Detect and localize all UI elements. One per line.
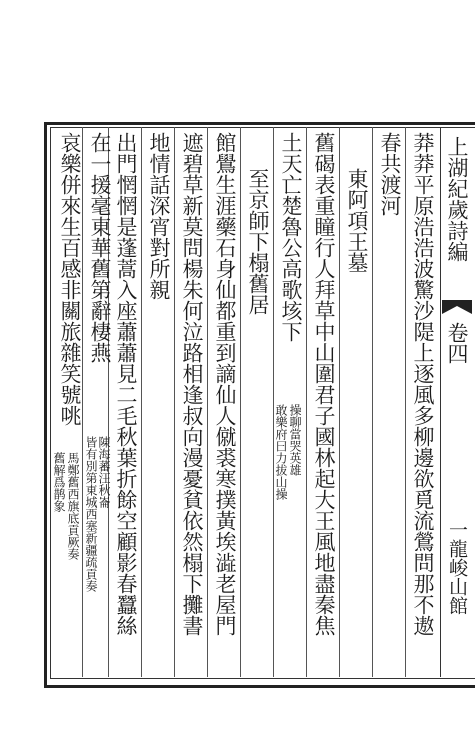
poem-title: 至京師下榻舊居	[246, 168, 270, 315]
book-title: 上湖紀歲詩編	[445, 136, 469, 262]
text-column: 館鷽生涯藥石身仙都重到謫仙人僦裘寒撲黃埃澁老屋門	[213, 132, 237, 636]
column-rule	[174, 127, 175, 677]
annotation: 舊解爲鹊象	[52, 452, 66, 512]
text-column: 地情話深宵對所親	[147, 132, 171, 300]
column-rule	[372, 127, 373, 677]
column-rule	[273, 127, 274, 677]
poem-title: 東阿項王墓	[345, 168, 369, 273]
text-column: 在一援毫東華舊第辭棲燕	[88, 132, 112, 363]
text-column: 哀樂併來生百感非關旅雜笑號咷	[58, 132, 82, 426]
volume-label: 卷四	[445, 322, 469, 364]
text-column: 遮碧草新莫問楊朱何泣路相逢叔向漫憂貧依然榻下攤書	[180, 132, 204, 636]
text-column: 莽莽平原浩浩波驚沙隄上逐風多柳邊欲覓流鶯問那不遨	[411, 132, 435, 636]
column-rule	[306, 127, 307, 677]
column-rule	[339, 127, 340, 677]
annotation: 皆有別第東城西塞新疆疏貢奏	[84, 436, 98, 592]
text-column: 土天亡楚魯公高歌垓下	[279, 132, 303, 342]
annotation: 敢樂府曰力拔山操	[274, 404, 288, 500]
annotation: 操聊當哭英雄	[288, 404, 302, 476]
column-rule	[405, 127, 406, 677]
column-rule	[207, 127, 208, 677]
text-column: 舊碣表重瞳行人拜草中山圍君子國林起大王風地盡秦焦	[312, 132, 336, 636]
banner-footer: 一龍峻山館	[446, 520, 468, 615]
text-column: 出門惘惘是蓬蒿入座蕭蕭見二毛秋葉折餘空顧影春蠶絲	[114, 132, 138, 636]
annotation: 陳海蕃汪秋崙	[97, 436, 111, 508]
column-rule	[141, 127, 142, 677]
annotation: 馬鄭舊西旗底貢厥奏	[66, 452, 80, 560]
fish-tail-mark-icon	[442, 300, 472, 314]
text-column: 春共渡河	[378, 132, 402, 216]
column-rule	[240, 127, 241, 677]
